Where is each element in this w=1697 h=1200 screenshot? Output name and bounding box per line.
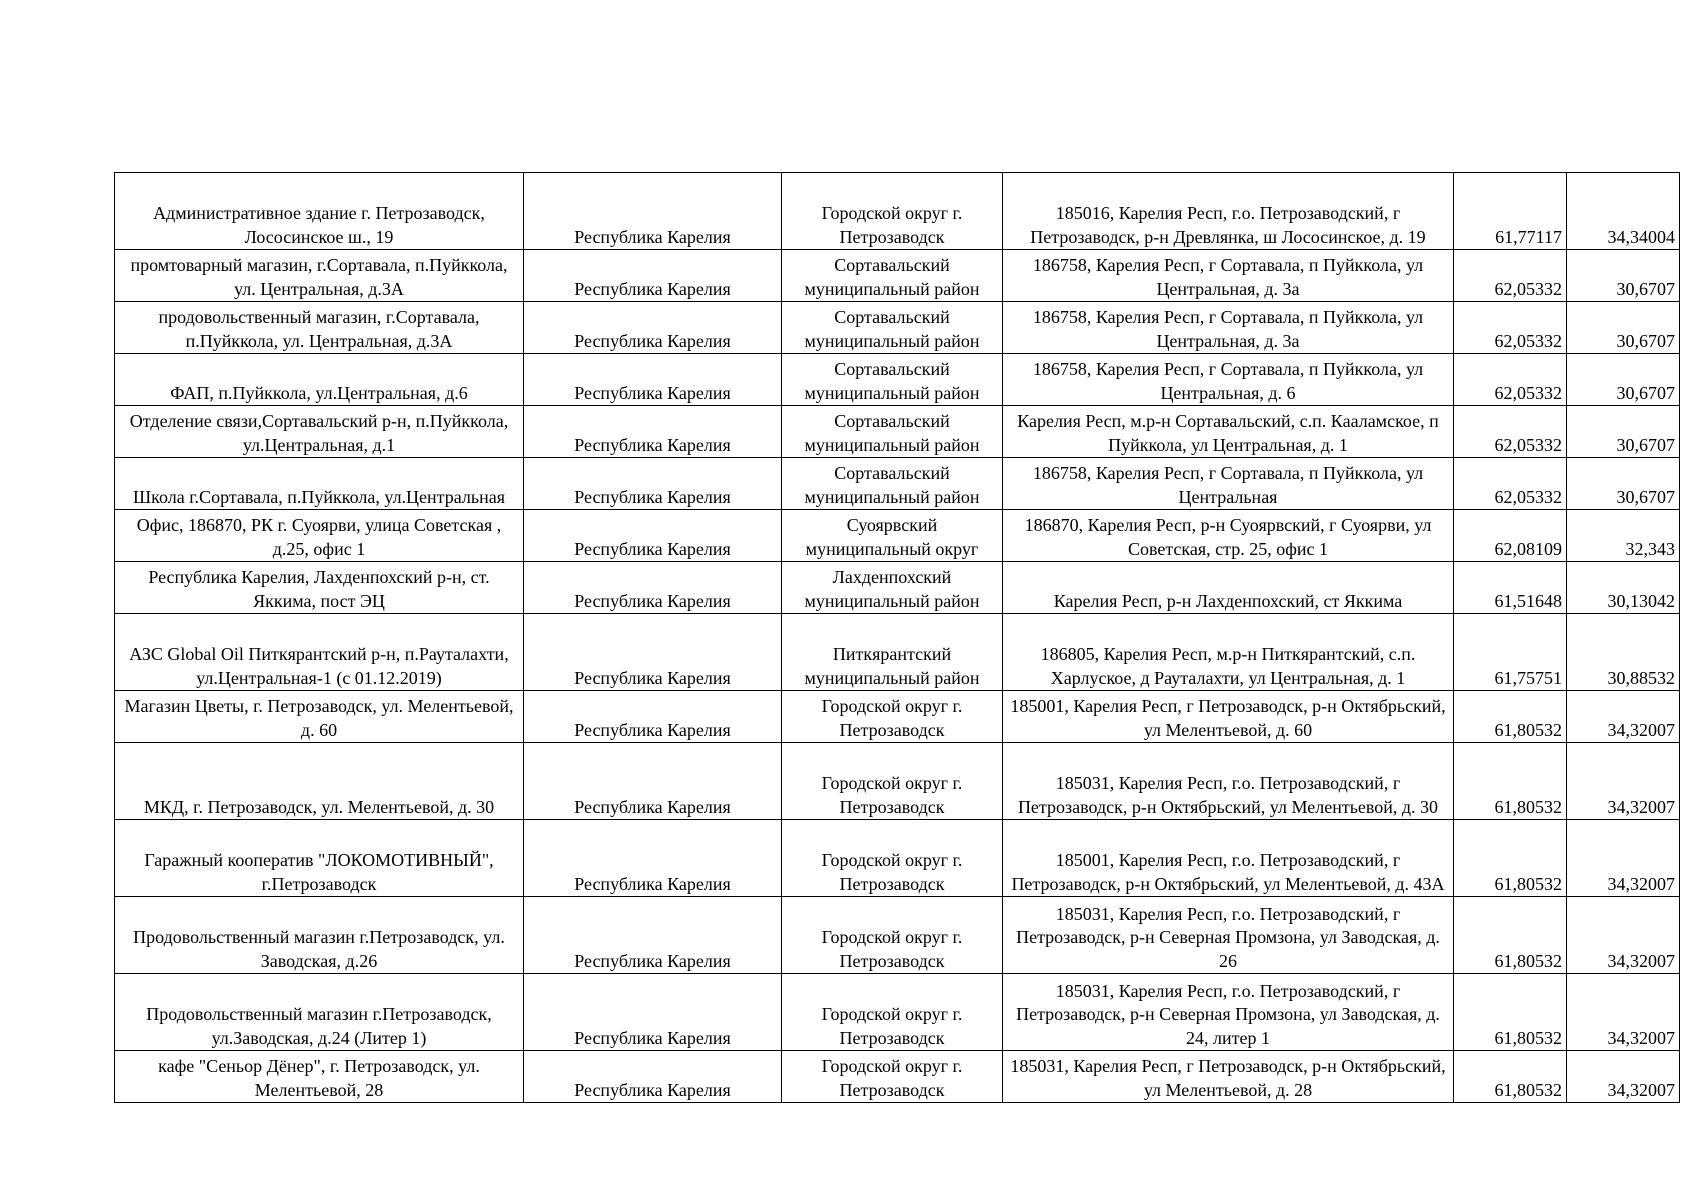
longitude-cell: 34,34004 (1567, 173, 1680, 250)
latitude-cell: 62,05332 (1454, 302, 1567, 354)
object-name-cell: ФАП, п.Пуйккола, ул.Центральная, д.6 (115, 354, 524, 406)
address-cell: 186758, Карелия Респ, г Сортавала, п Пуйккола, ул Центральная (1003, 458, 1454, 510)
address-cell: 185016, Карелия Респ, г.о. Петрозаводский, г Петрозаводск, р-н Древлянка, ш Лососинское, д. 19 (1003, 173, 1454, 250)
table-row (115, 562, 1680, 614)
region-cell: Республика Карелия (524, 354, 782, 406)
region-cell: Республика Карелия (524, 406, 782, 458)
district-cell: Городской округ г. Петрозаводск (782, 1051, 1003, 1103)
latitude-cell: 61,80532 (1454, 897, 1567, 974)
table-row (115, 302, 1680, 354)
longitude-cell: 30,6707 (1567, 354, 1680, 406)
longitude-cell: 30,6707 (1567, 250, 1680, 302)
latitude-cell: 62,05332 (1454, 250, 1567, 302)
table-row (115, 743, 1680, 820)
region-cell: Республика Карелия (524, 562, 782, 614)
longitude-cell: 34,32007 (1567, 974, 1680, 1051)
address-cell: 186758, Карелия Респ, г Сортавала, п Пуйккола, ул Центральная, д. 6 (1003, 354, 1454, 406)
district-cell: Городской округ г. Петрозаводск (782, 820, 1003, 897)
district-cell: Сортавальский муниципальный район (782, 302, 1003, 354)
latitude-cell: 62,05332 (1454, 406, 1567, 458)
latitude-cell: 61,80532 (1454, 691, 1567, 743)
latitude-cell: 61,80532 (1454, 743, 1567, 820)
latitude-cell: 61,80532 (1454, 820, 1567, 897)
longitude-cell: 34,32007 (1567, 820, 1680, 897)
region-cell: Республика Карелия (524, 897, 782, 974)
object-name-cell: Гаражный кооператив "ЛОКОМОТИВНЫЙ", г.Петрозаводск (115, 820, 524, 897)
address-cell: 185031, Карелия Респ, г.о. Петрозаводский, г Петрозаводск, р-н Октябрьский, ул Мелентьевой, д. 30 (1003, 743, 1454, 820)
longitude-cell: 30,6707 (1567, 302, 1680, 354)
address-cell: Карелия Респ, м.р-н Сортавальский, с.п. Кааламское, п Пуйккола, ул Центральная, д. 1 (1003, 406, 1454, 458)
region-cell: Республика Карелия (524, 691, 782, 743)
latitude-cell: 61,80532 (1454, 1051, 1567, 1103)
table-row (115, 510, 1680, 562)
object-name-cell: Продовольственный магазин г.Петрозаводск, ул.Заводская, д.24 (Литер 1) (115, 974, 524, 1051)
region-cell: Республика Карелия (524, 250, 782, 302)
district-cell: Сортавальский муниципальный район (782, 250, 1003, 302)
object-name-cell: кафе "Сеньор Дёнер", г. Петрозаводск, ул. Мелентьевой, 28 (115, 1051, 524, 1103)
latitude-cell: 61,77117 (1454, 173, 1567, 250)
object-name-cell: Республика Карелия, Лахденпохский р-н, ст. Яккима, пост ЭЦ (115, 562, 524, 614)
address-cell: 185031, Карелия Респ, г.о. Петрозаводский, г Петрозаводск, р-н Северная Промзона, ул Заводская, д. 24, литер 1 (1003, 974, 1454, 1051)
object-name-cell: МКД, г. Петрозаводск, ул. Мелентьевой, д. 30 (115, 743, 524, 820)
table-row (115, 820, 1680, 897)
object-name-cell: Административное здание г. Петрозаводск, Лососинское ш., 19 (115, 173, 524, 250)
address-table (114, 172, 1680, 1103)
longitude-cell: 34,32007 (1567, 743, 1680, 820)
region-cell: Республика Карелия (524, 820, 782, 897)
table-row (115, 406, 1680, 458)
district-cell: Суоярвский муниципальный округ (782, 510, 1003, 562)
district-cell: Городской округ г. Петрозаводск (782, 691, 1003, 743)
region-cell: Республика Карелия (524, 614, 782, 691)
object-name-cell: Школа г.Сортавала, п.Пуйккола, ул.Центральная (115, 458, 524, 510)
longitude-cell: 30,6707 (1567, 458, 1680, 510)
object-name-cell: Продовольственный магазин г.Петрозаводск, ул. Заводская, д.26 (115, 897, 524, 974)
longitude-cell: 34,32007 (1567, 1051, 1680, 1103)
object-name-cell: Магазин Цветы, г. Петрозаводск, ул. Мелентьевой, д. 60 (115, 691, 524, 743)
object-name-cell: промтоварный магазин, г.Сортавала, п.Пуйккола, ул. Центральная, д.3А (115, 250, 524, 302)
latitude-cell: 62,05332 (1454, 354, 1567, 406)
address-cell: 185001, Карелия Респ, г Петрозаводск, р-н Октябрьский, ул Мелентьевой, д. 60 (1003, 691, 1454, 743)
district-cell: Городской округ г. Петрозаводск (782, 173, 1003, 250)
region-cell: Республика Карелия (524, 743, 782, 820)
region-cell: Республика Карелия (524, 974, 782, 1051)
region-cell: Республика Карелия (524, 510, 782, 562)
table-row (115, 614, 1680, 691)
table-row (115, 458, 1680, 510)
address-cell: 185031, Карелия Респ, г.о. Петрозаводский, г Петрозаводск, р-н Северная Промзона, ул Заводская, д. 26 (1003, 897, 1454, 974)
object-name-cell: АЗС Global Oil Питкярантский р-н, п.Рауталахти, ул.Центральная-1 (с 01.12.2019) (115, 614, 524, 691)
district-cell: Городской округ г. Петрозаводск (782, 974, 1003, 1051)
address-cell: 185001, Карелия Респ, г.о. Петрозаводский, г Петрозаводск, р-н Октябрьский, ул Мелентьевой, д. 43А (1003, 820, 1454, 897)
longitude-cell: 30,13042 (1567, 562, 1680, 614)
address-cell: 186870, Карелия Респ, р-н Суоярвский, г Суоярви, ул Советская, стр. 25, офис 1 (1003, 510, 1454, 562)
latitude-cell: 61,80532 (1454, 974, 1567, 1051)
address-cell: 185031, Карелия Респ, г Петрозаводск, р-н Октябрьский, ул Мелентьевой, д. 28 (1003, 1051, 1454, 1103)
longitude-cell: 32,343 (1567, 510, 1680, 562)
address-cell: Карелия Респ, р-н Лахденпохский, ст Яккима (1003, 562, 1454, 614)
region-cell: Республика Карелия (524, 1051, 782, 1103)
longitude-cell: 34,32007 (1567, 897, 1680, 974)
district-cell: Лахденпохский муниципальный район (782, 562, 1003, 614)
district-cell: Питкярантский муниципальный район (782, 614, 1003, 691)
table-row (115, 250, 1680, 302)
object-name-cell: продовольственный магазин, г.Сортавала, п.Пуйккола, ул. Центральная, д.3А (115, 302, 524, 354)
latitude-cell: 61,75751 (1454, 614, 1567, 691)
region-cell: Республика Карелия (524, 302, 782, 354)
table-row (115, 1051, 1680, 1103)
address-cell: 186805, Карелия Респ, м.р-н Питкярантский, с.п. Харлуское, д Рауталахти, ул Центральная, д. 1 (1003, 614, 1454, 691)
district-cell: Городской округ г. Петрозаводск (782, 897, 1003, 974)
region-cell: Республика Карелия (524, 173, 782, 250)
table-row (115, 897, 1680, 974)
address-cell: 186758, Карелия Респ, г Сортавала, п Пуйккола, ул Центральная, д. 3а (1003, 250, 1454, 302)
object-name-cell: Офис, 186870, РК г. Суоярви, улица Советская , д.25, офис 1 (115, 510, 524, 562)
latitude-cell: 61,51648 (1454, 562, 1567, 614)
object-name-cell: Отделение связи,Сортавальский р-н, п.Пуйккола, ул.Центральная, д.1 (115, 406, 524, 458)
district-cell: Сортавальский муниципальный район (782, 354, 1003, 406)
longitude-cell: 30,6707 (1567, 406, 1680, 458)
address-cell: 186758, Карелия Респ, г Сортавала, п Пуйккола, ул Центральная, д. 3а (1003, 302, 1454, 354)
region-cell: Республика Карелия (524, 458, 782, 510)
longitude-cell: 34,32007 (1567, 691, 1680, 743)
table-row (115, 974, 1680, 1051)
table-row (115, 173, 1680, 250)
table-row (115, 354, 1680, 406)
district-cell: Сортавальский муниципальный район (782, 458, 1003, 510)
latitude-cell: 62,05332 (1454, 458, 1567, 510)
latitude-cell: 62,08109 (1454, 510, 1567, 562)
district-cell: Городской округ г. Петрозаводск (782, 743, 1003, 820)
table-row (115, 691, 1680, 743)
longitude-cell: 30,88532 (1567, 614, 1680, 691)
district-cell: Сортавальский муниципальный район (782, 406, 1003, 458)
